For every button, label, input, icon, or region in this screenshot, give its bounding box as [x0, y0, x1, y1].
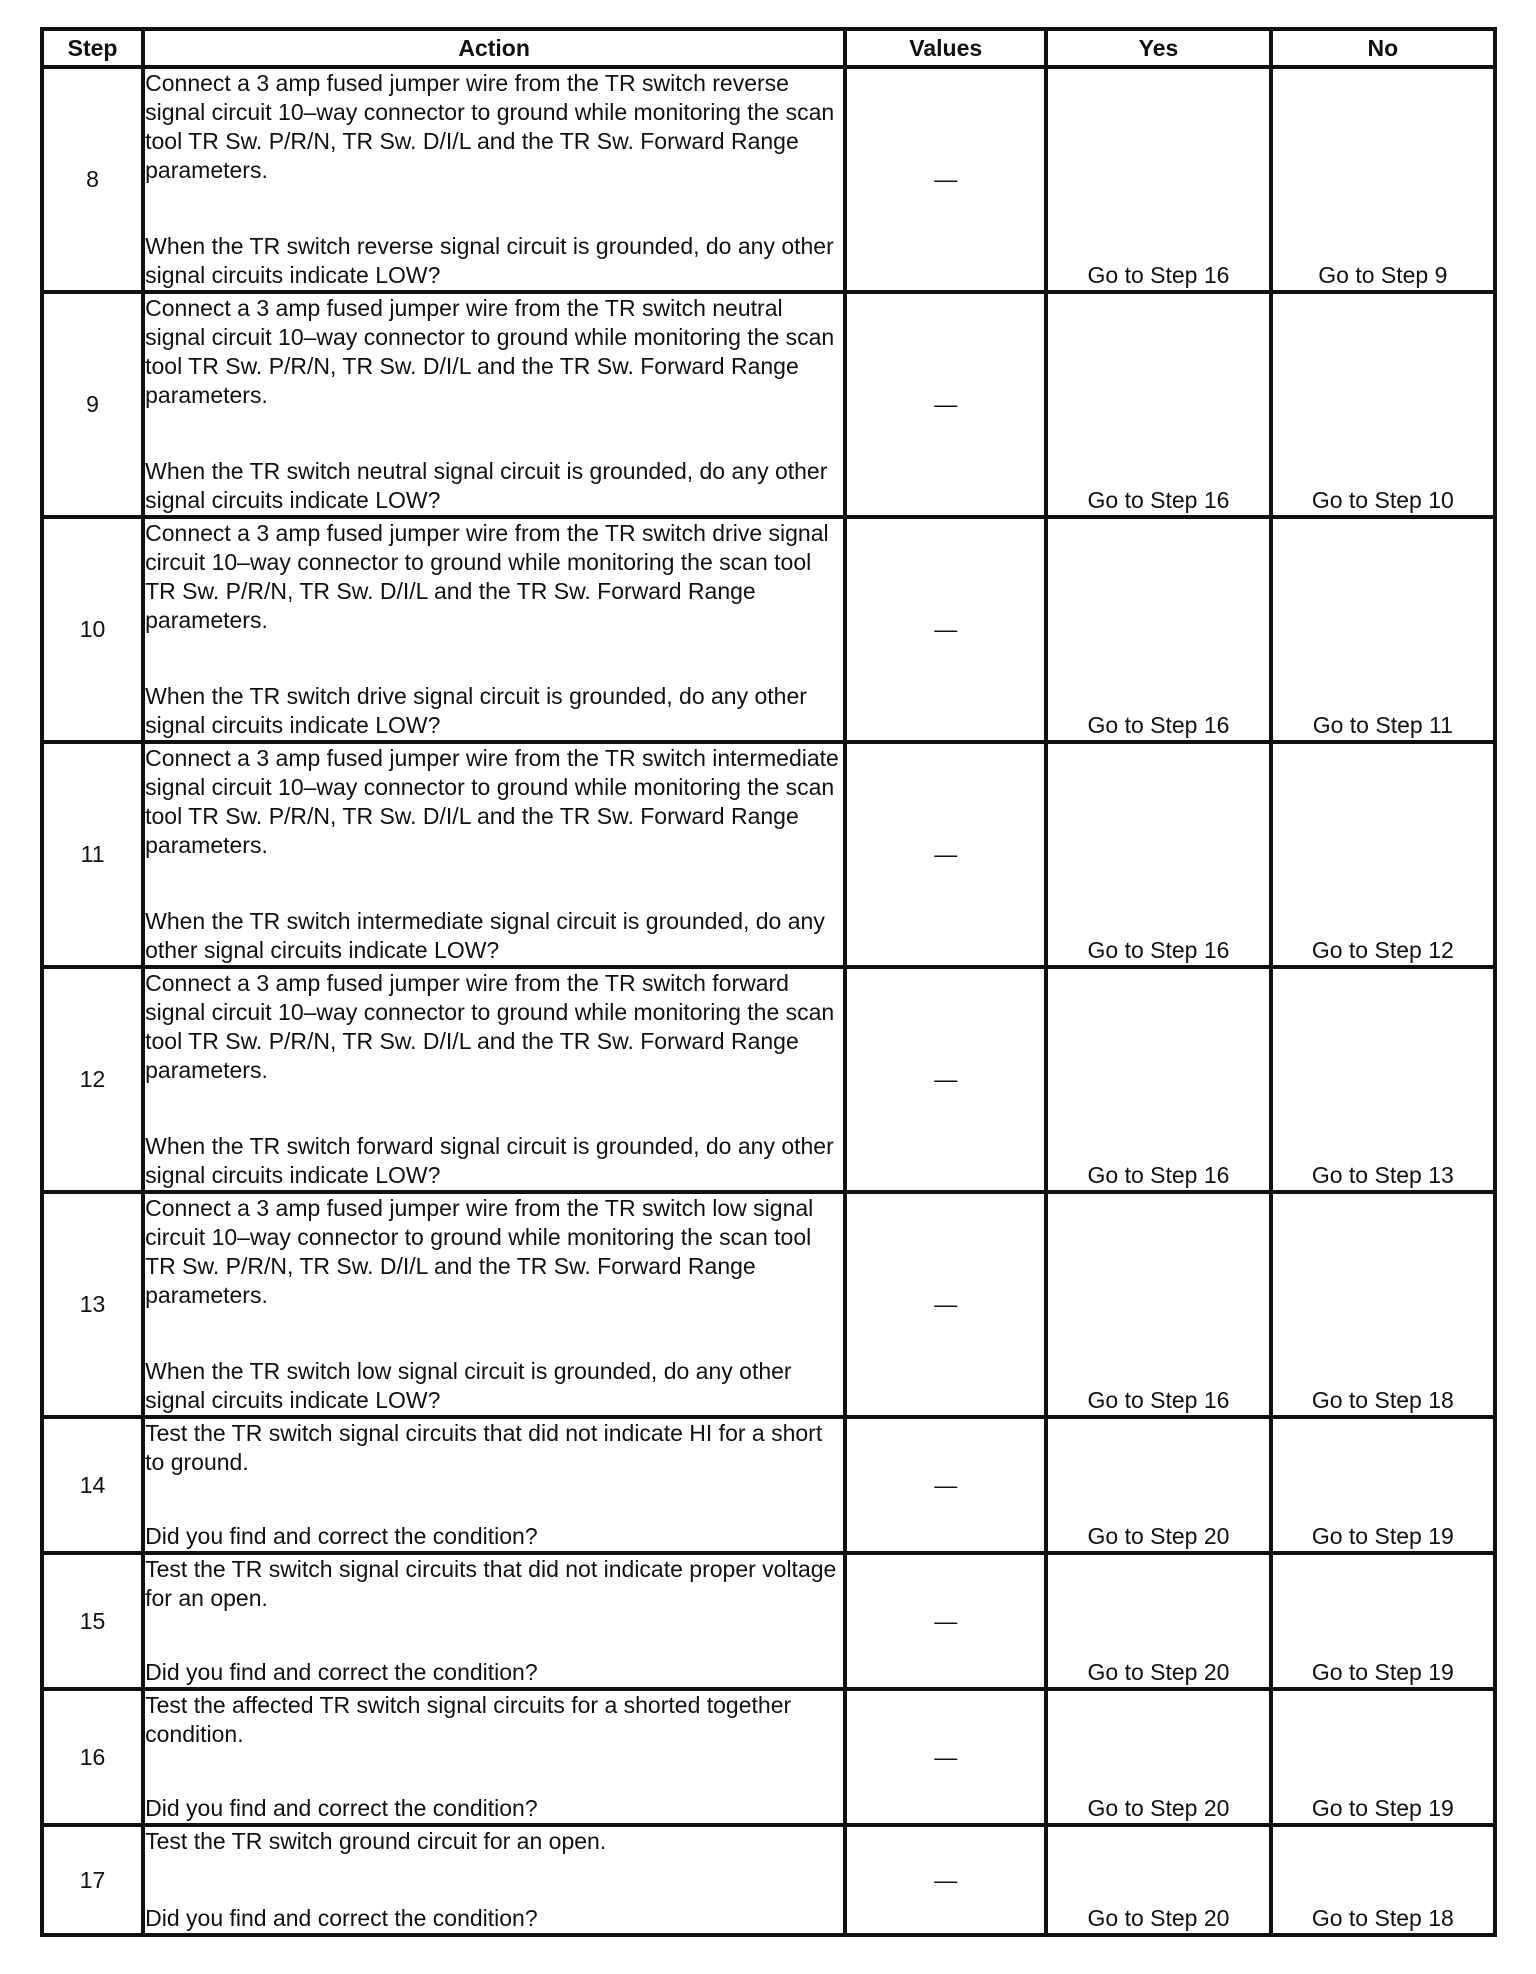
yes-cell: Go to Step 16	[1046, 742, 1270, 967]
values-cell: —	[845, 292, 1046, 517]
step-number: 11	[42, 742, 143, 967]
yes-cell: Go to Step 16	[1046, 292, 1270, 517]
header-step: Step	[42, 29, 143, 67]
action-question: When the TR switch neutral signal circuit is grounded, do any other signal circuits indicate LOW?	[145, 458, 828, 513]
yes-cell: Go to Step 20	[1046, 1417, 1270, 1553]
no-cell: Go to Step 9	[1271, 67, 1495, 292]
yes-cell: Go to Step 20	[1046, 1689, 1270, 1825]
no-cell: Go to Step 11	[1271, 517, 1495, 742]
action-instruction: Connect a 3 amp fused jumper wire from the TR switch neutral signal circuit 10–way connector to ground while monitoring the scan tool TR Sw. P/R/N, TR Sw. D/I/L and the TR Sw. Forward Range parameters.	[145, 295, 835, 408]
action-instruction: Connect a 3 amp fused jumper wire from the TR switch reverse signal circuit 10–way connector to ground while monitoring the scan tool TR Sw. P/R/N, TR Sw. D/I/L and the TR Sw. Forward Range parameters.	[145, 70, 835, 183]
action-question: Did you find and correct the condition?	[145, 1905, 538, 1931]
action-cell	[143, 292, 845, 517]
table-row	[42, 1825, 1495, 1935]
step-number: 14	[42, 1417, 143, 1553]
values-cell: —	[845, 517, 1046, 742]
no-cell: Go to Step 18	[1271, 1192, 1495, 1417]
action-cell	[143, 742, 845, 967]
header-yes: Yes	[1046, 29, 1270, 67]
step-number: 8	[42, 67, 143, 292]
yes-cell: Go to Step 16	[1046, 1192, 1270, 1417]
no-cell: Go to Step 19	[1271, 1417, 1495, 1553]
values-cell: —	[845, 67, 1046, 292]
yes-cell: Go to Step 20	[1046, 1553, 1270, 1689]
values-cell: —	[845, 1825, 1046, 1935]
action-instruction: Connect a 3 amp fused jumper wire from the TR switch intermediate signal circuit 10–way connector to ground while monitoring the scan tool TR Sw. P/R/N, TR Sw. D/I/L and the TR Sw. Forward Range parameters.	[145, 745, 839, 858]
yes-cell: Go to Step 20	[1046, 1825, 1270, 1935]
values-cell: —	[845, 1689, 1046, 1825]
table-row	[42, 1553, 1495, 1689]
step-number: 9	[42, 292, 143, 517]
step-number: 15	[42, 1553, 143, 1689]
yes-cell: Go to Step 16	[1046, 517, 1270, 742]
table-row	[42, 967, 1495, 1192]
header-values: Values	[845, 29, 1046, 67]
values-cell: —	[845, 1417, 1046, 1553]
action-cell	[143, 1192, 845, 1417]
step-number: 17	[42, 1825, 143, 1935]
action-cell	[143, 1689, 845, 1825]
action-cell	[143, 1553, 845, 1689]
action-question: When the TR switch drive signal circuit is grounded, do any other signal circuits indicate LOW?	[145, 683, 807, 738]
table-row	[42, 292, 1495, 517]
diagnostic-table-page	[40, 27, 1497, 1937]
values-cell: —	[845, 967, 1046, 1192]
step-number: 16	[42, 1689, 143, 1825]
action-question: Did you find and correct the condition?	[145, 1659, 538, 1685]
table-row	[42, 517, 1495, 742]
action-instruction: Test the TR switch signal circuits that did not indicate HI for a short to ground.	[145, 1420, 823, 1475]
no-cell: Go to Step 13	[1271, 967, 1495, 1192]
action-question: When the TR switch reverse signal circuit is grounded, do any other signal circuits indicate LOW?	[145, 233, 834, 288]
values-cell: —	[845, 1553, 1046, 1689]
action-instruction: Test the affected TR switch signal circuits for a shorted together condition.	[145, 1692, 792, 1747]
action-question: Did you find and correct the condition?	[145, 1523, 538, 1549]
diagnostic-steps-table	[40, 27, 1497, 1937]
no-cell: Go to Step 12	[1271, 742, 1495, 967]
table-row	[42, 742, 1495, 967]
action-cell	[143, 67, 845, 292]
header-no: No	[1271, 29, 1495, 67]
step-number: 13	[42, 1192, 143, 1417]
yes-cell: Go to Step 16	[1046, 67, 1270, 292]
step-number: 10	[42, 517, 143, 742]
values-cell: —	[845, 1192, 1046, 1417]
action-question: When the TR switch forward signal circuit is grounded, do any other signal circuits indicate LOW?	[145, 1133, 834, 1188]
action-cell	[143, 517, 845, 742]
action-instruction: Test the TR switch signal circuits that did not indicate proper voltage for an open.	[145, 1556, 837, 1611]
action-instruction: Connect a 3 amp fused jumper wire from the TR switch forward signal circuit 10–way connector to ground while monitoring the scan tool TR Sw. P/R/N, TR Sw. D/I/L and the TR Sw. Forward Range parameters.	[145, 970, 835, 1083]
header-action: Action	[143, 29, 845, 67]
table-row	[42, 67, 1495, 292]
no-cell: Go to Step 19	[1271, 1689, 1495, 1825]
action-question: When the TR switch low signal circuit is grounded, do any other signal circuits indicate LOW?	[145, 1358, 792, 1413]
action-cell	[143, 1417, 845, 1553]
no-cell: Go to Step 18	[1271, 1825, 1495, 1935]
action-instruction: Connect a 3 amp fused jumper wire from the TR switch low signal circuit 10–way connector to ground while monitoring the scan tool TR Sw. P/R/N, TR Sw. D/I/L and the TR Sw. Forward Range parameters.	[145, 1195, 814, 1308]
yes-cell: Go to Step 16	[1046, 967, 1270, 1192]
action-question: Did you find and correct the condition?	[145, 1795, 538, 1821]
table-row	[42, 1689, 1495, 1825]
no-cell: Go to Step 10	[1271, 292, 1495, 517]
action-cell	[143, 967, 845, 1192]
action-instruction: Connect a 3 amp fused jumper wire from the TR switch drive signal circuit 10–way connector to ground while monitoring the scan tool TR Sw. P/R/N, TR Sw. D/I/L and the TR Sw. Forward Range parameters.	[145, 520, 829, 633]
table-header-row	[42, 29, 1495, 67]
table-row	[42, 1192, 1495, 1417]
action-instruction: Test the TR switch ground circuit for an open.	[145, 1828, 607, 1854]
step-number: 12	[42, 967, 143, 1192]
action-cell	[143, 1825, 845, 1935]
values-cell: —	[845, 742, 1046, 967]
table-row	[42, 1417, 1495, 1553]
action-question: When the TR switch intermediate signal circuit is grounded, do any other signal circuits indicate LOW?	[145, 908, 825, 963]
no-cell: Go to Step 19	[1271, 1553, 1495, 1689]
